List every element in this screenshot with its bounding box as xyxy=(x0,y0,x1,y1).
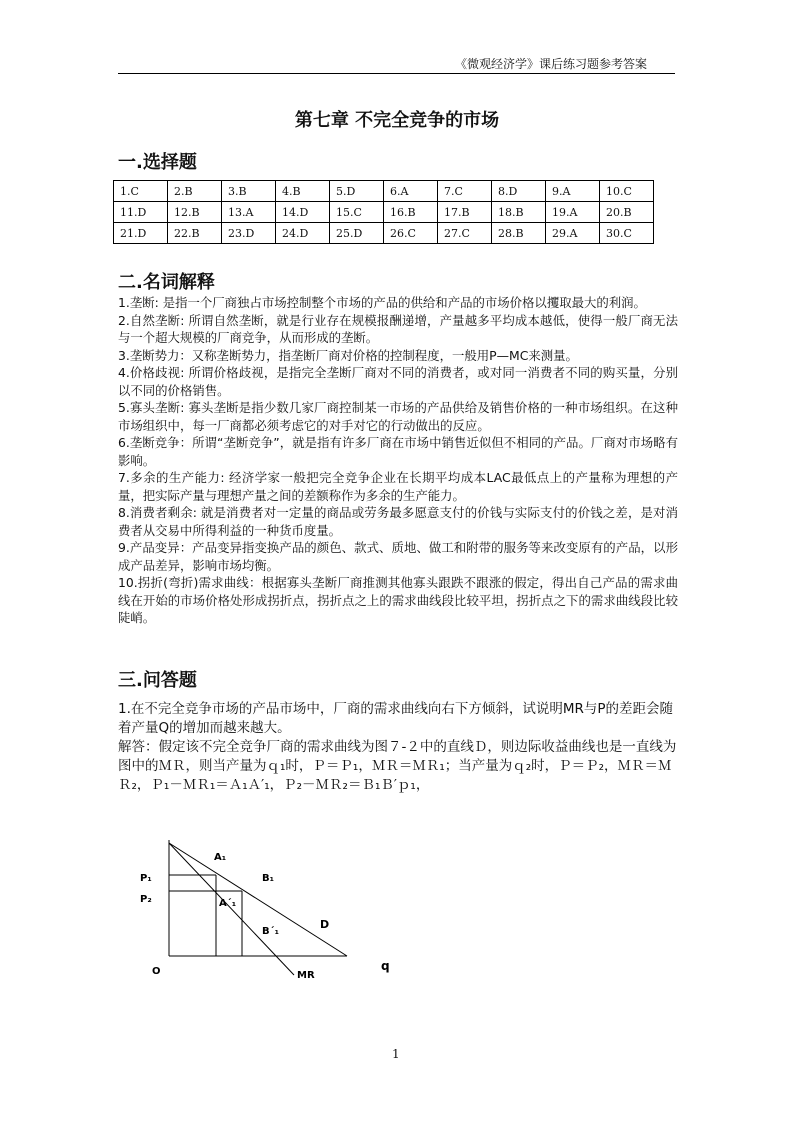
table-cell: 18.B xyxy=(492,202,546,223)
table-row xyxy=(114,202,654,223)
table-cell: 24.D xyxy=(276,223,330,244)
term-item: 6.垄断竞争：所谓“垄断竞争”，就是指有许多厂商在市场中销售近似但不相同的产品。厂商对市场略有影响。 xyxy=(118,435,678,468)
table-cell: 19.A xyxy=(546,202,600,223)
label-mr: MR xyxy=(297,970,315,980)
label-p2: P₂ xyxy=(140,894,152,905)
section-heading-terms: 二.名词解释 xyxy=(118,272,215,293)
label-d: D xyxy=(320,918,330,931)
question-text: 1.在不完全竞争市场的产品市场中，厂商的需求曲线向右下方倾斜，试说明MR与P的差距会随着产量Q的增加而越来越大。 xyxy=(118,701,674,736)
label-origin: O xyxy=(152,966,161,977)
table-cell: 16.B xyxy=(384,202,438,223)
table-cell: 20.B xyxy=(600,202,654,223)
table-cell: 30.C xyxy=(600,223,654,244)
mr-curve xyxy=(169,843,294,975)
qa-block xyxy=(118,700,678,795)
section-heading-choice: 一.选择题 xyxy=(118,152,197,173)
label-q: q xyxy=(381,959,390,973)
table-row xyxy=(114,223,654,244)
table-cell: 29.A xyxy=(546,223,600,244)
table-cell: 26.C xyxy=(384,223,438,244)
chapter-title: 第七章 不完全竞争的市场 xyxy=(294,110,500,131)
table-cell: 5.D xyxy=(330,181,384,202)
section-heading-qa: 三.问答题 xyxy=(118,670,197,691)
label-a1-prime: A´₁ xyxy=(219,898,237,909)
table-cell: 28.B xyxy=(492,223,546,244)
table-cell: 13.A xyxy=(222,202,276,223)
table-cell: 4.B xyxy=(276,181,330,202)
table-cell: 22.B xyxy=(168,223,222,244)
term-item: 8.消费者剩余: 就是消费者对一定量的商品或劳务最多愿意支付的价钱与实际支付的价钱之差，是对消费者从交易中所得利益的一种货币度量。 xyxy=(118,505,678,538)
label-b1: B₁ xyxy=(262,873,275,884)
label-b1-prime: B´₁ xyxy=(262,926,280,937)
table-cell: 7.C xyxy=(438,181,492,202)
term-item: 5.寡头垄断: 寡头垄断是指少数几家厂商控制某一市场的产品供给及销售价格的一种市场组织。在这种市场组织中，每一厂商都必须考虑它的对手对它的行动做出的反应。 xyxy=(118,400,678,433)
table-cell: 3.B xyxy=(222,181,276,202)
demand-mr-diagram xyxy=(140,830,400,980)
table-cell: 11.D xyxy=(114,202,168,223)
table-cell: 25.D xyxy=(330,223,384,244)
page-header: 《微观经济学》课后练习题参考答案 xyxy=(455,57,648,71)
answer-text: 解答：假定该不完全竞争厂商的需求曲线为图７-２中的直线Ｄ，则边际收益曲线也是一直线为图中的ＭＲ，则当产量为ｑ₁时，Ｐ＝Ｐ₁，ＭＲ＝ＭＲ₁；当产量为ｑ₂时，Ｐ＝Ｐ₂，ＭＲ＝ＭＲ₂，Ｐ₁－ＭＲ₁＝Ａ₁Ａ′₁，Ｐ₂－ＭＲ₂＝Ｂ₁Ｂ′ｐ₁， xyxy=(118,739,677,793)
table-cell: 14.D xyxy=(276,202,330,223)
label-a1: A₁ xyxy=(214,852,227,863)
term-item: 9.产品变异：产品变异指变换产品的颜色、款式、质地、做工和附带的服务等来改变原有的产品，以形成产品差异，影响市场均衡。 xyxy=(118,540,678,573)
term-item: 7.多余的生产能力: 经济学家一般把完全竞争企业在长期平均成本LAC最低点上的产量称为理想的产量，把实际产量与理想产量之间的差额称作为多余的生产能力。 xyxy=(118,470,678,503)
table-cell: 10.C xyxy=(600,181,654,202)
table-cell: 9.A xyxy=(546,181,600,202)
term-item: 3.垄断势力：又称垄断势力，指垄断厂商对价格的控制程度，一般用P—MC来测量。 xyxy=(118,347,578,363)
label-p1: P₁ xyxy=(140,873,152,884)
answer-table xyxy=(113,180,654,244)
term-item: 4.价格歧视: 所谓价格歧视，是指完全垄断厂商对不同的消费者，或对同一消费者不同的购买量，分别以不同的价格销售。 xyxy=(118,365,678,398)
table-row xyxy=(114,181,654,202)
table-cell: 12.B xyxy=(168,202,222,223)
table-cell: 21.D xyxy=(114,223,168,244)
table-cell: 8.D xyxy=(492,181,546,202)
table-cell: 2.B xyxy=(168,181,222,202)
terms-list xyxy=(118,294,678,627)
demand-curve xyxy=(169,843,347,956)
table-cell: 1.C xyxy=(114,181,168,202)
term-item: 1.垄断: 是指一个厂商独占市场控制整个市场的产品的供给和产品的市场价格以攫取最大的利润。 xyxy=(118,295,646,310)
page-number: 1 xyxy=(392,1047,400,1061)
table-cell: 17.B xyxy=(438,202,492,223)
table-cell: 23.D xyxy=(222,223,276,244)
table-cell: 6.A xyxy=(384,181,438,202)
table-cell: 15.C xyxy=(330,202,384,223)
header-rule xyxy=(118,73,675,74)
term-item: 10.拐折(弯折)需求曲线：根据寡头垄断厂商推测其他寡头跟跌不跟涨的假定，得出自己产品的需求曲线在开始的市场价格处形成拐折点，拐折点之上的需求曲线段比较平坦，拐折点之下的需求曲线段比较陡峭。 xyxy=(118,575,678,625)
table-cell: 27.C xyxy=(438,223,492,244)
term-item: 2.自然垄断: 所谓自然垄断，就是行业存在规模报酬递增，产量越多平均成本越低，使得一般厂商无法与一个超大规模的厂商竞争，从而形成的垄断。 xyxy=(118,312,678,345)
